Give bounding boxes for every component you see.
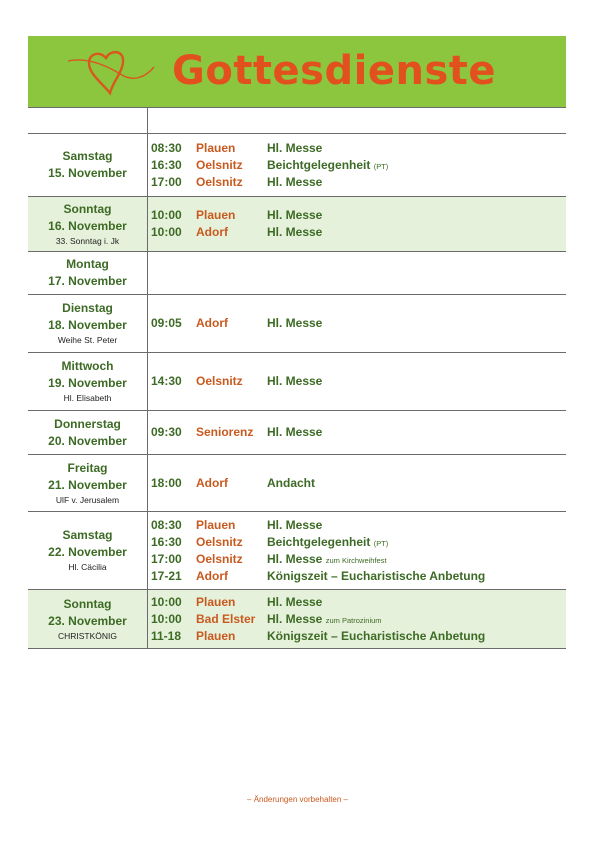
weekday: Sonntag <box>63 201 112 216</box>
service-event <box>267 174 322 191</box>
date: 23. November <box>48 613 127 628</box>
service-place: Adorf <box>196 316 228 330</box>
service-place: Oelsnitz <box>196 374 243 388</box>
day-row <box>28 295 566 352</box>
service-event-name: Hl. Messe <box>267 316 323 330</box>
table-top-border <box>28 107 566 108</box>
service-list <box>151 590 566 648</box>
day-cell <box>28 590 147 648</box>
service-event-name: Hl. Messe <box>267 174 323 189</box>
date: 16. November <box>48 218 127 233</box>
service-list <box>151 512 566 589</box>
service-event-name: Beichtgelegenheit <box>267 157 371 172</box>
column-divider <box>147 107 148 648</box>
liturgical-note: Weihe St. Peter <box>57 335 118 345</box>
service-list <box>151 411 566 454</box>
service-item <box>151 551 566 568</box>
day-row <box>28 197 566 251</box>
date: 18. November <box>48 318 127 332</box>
service-list <box>151 134 566 196</box>
service-time: 10:00 <box>151 208 182 222</box>
liturgical-note: UlF v. Jerusalem <box>55 494 120 505</box>
service-item <box>151 594 566 611</box>
service-time: 17:00 <box>151 551 182 566</box>
service-place: Seniorenz <box>196 425 254 439</box>
day-row <box>28 411 566 454</box>
day-cell <box>28 411 147 454</box>
day-row <box>28 252 566 294</box>
service-list <box>151 295 566 352</box>
service-list <box>151 252 566 294</box>
service-event-name: Hl. Messe <box>267 594 323 609</box>
footer-note: – Änderungen vorbehalten – <box>247 795 348 804</box>
service-event <box>267 207 322 224</box>
weekday: Sonntag <box>63 596 112 611</box>
service-event-name: Hl. Messe <box>267 208 323 222</box>
weekday: Dienstag <box>62 301 113 315</box>
service-place: Adorf <box>196 475 228 490</box>
service-place: Plauen <box>196 208 236 222</box>
service-time: 16:30 <box>151 534 182 549</box>
service-item <box>151 611 566 628</box>
service-time: 09:30 <box>151 425 182 439</box>
service-event-name: Andacht <box>267 475 315 490</box>
date: 15. November <box>48 166 127 180</box>
service-item <box>151 424 566 441</box>
service-time: 10:00 <box>151 225 182 239</box>
service-event <box>267 373 322 390</box>
service-time: 14:30 <box>151 374 182 388</box>
service-event-name: Königszeit – Eucharistische Anbetung <box>267 628 486 643</box>
service-event-note: zum Kirchweihfest <box>325 555 387 565</box>
service-event-name: Hl. Messe <box>267 517 323 532</box>
service-event-note: (PT) <box>373 161 389 171</box>
date: 21. November <box>48 477 127 492</box>
day-cell <box>28 353 147 410</box>
day-row <box>28 353 566 410</box>
service-item <box>151 157 566 174</box>
date: 17. November <box>48 274 127 288</box>
service-event <box>267 517 322 534</box>
service-event <box>267 475 315 492</box>
service-place: Plauen <box>196 517 236 532</box>
service-time: 08:30 <box>151 140 182 155</box>
service-place: Oelsnitz <box>196 157 243 172</box>
service-event <box>267 224 322 241</box>
service-item <box>151 628 566 645</box>
service-item <box>151 224 566 241</box>
weekday: Freitag <box>67 460 108 475</box>
service-list <box>151 455 566 511</box>
service-time: 17-21 <box>151 568 182 583</box>
day-cell <box>28 295 147 352</box>
weekday: Montag <box>66 257 109 271</box>
service-event-name: Hl. Messe <box>267 551 323 566</box>
day-row <box>28 590 566 648</box>
weekday: Mittwoch <box>61 359 114 373</box>
service-time: 16:30 <box>151 157 182 172</box>
header-banner <box>28 36 566 107</box>
service-event <box>267 157 388 175</box>
date: 22. November <box>48 545 127 559</box>
table-bottom-border <box>28 648 566 649</box>
service-event <box>267 140 322 157</box>
service-event-note: zum Patrozinium <box>325 615 382 625</box>
liturgical-note: Hl. Cäcilia <box>68 562 107 572</box>
day-row <box>28 455 566 511</box>
heart-location-pin-icon <box>66 45 156 101</box>
service-event <box>267 424 322 441</box>
service-item <box>151 534 566 551</box>
liturgical-note: CHRISTKÖNIG <box>57 630 118 641</box>
service-event <box>267 534 388 552</box>
service-item <box>151 140 566 157</box>
service-event-name: Hl. Messe <box>267 225 323 239</box>
page-title: Gottesdienste <box>172 48 496 94</box>
service-item <box>151 517 566 534</box>
service-place: Plauen <box>196 628 236 643</box>
day-cell <box>28 455 147 511</box>
date: 19. November <box>48 376 127 390</box>
service-event <box>267 611 382 629</box>
day-row <box>28 134 566 196</box>
day-cell <box>28 197 147 251</box>
day-cell <box>28 252 147 294</box>
weekday: Donnerstag <box>54 416 121 431</box>
service-item <box>151 174 566 191</box>
service-time: 08:30 <box>151 517 182 532</box>
service-event <box>267 628 485 645</box>
service-time: 10:00 <box>151 594 182 609</box>
service-place: Oelsnitz <box>196 534 243 549</box>
day-cell <box>28 134 147 196</box>
service-item <box>151 207 566 224</box>
service-time: 18:00 <box>151 475 182 490</box>
service-place: Oelsnitz <box>196 551 243 566</box>
service-event-name: Hl. Messe <box>267 425 323 439</box>
service-event-name: Hl. Messe <box>267 140 323 155</box>
service-event-name: Hl. Messe <box>267 611 323 626</box>
service-time: 10:00 <box>151 611 182 626</box>
service-event-name: Beichtgelegenheit <box>267 534 371 549</box>
service-event <box>267 315 322 332</box>
service-item <box>151 475 566 492</box>
day-cell <box>28 512 147 589</box>
service-place: Adorf <box>196 568 228 583</box>
service-place: Plauen <box>196 140 236 155</box>
service-place: Plauen <box>196 594 236 609</box>
service-time: 17:00 <box>151 174 182 189</box>
service-event <box>267 568 485 585</box>
service-event <box>267 594 322 611</box>
service-place: Adorf <box>196 225 228 239</box>
service-list <box>151 197 566 251</box>
liturgical-note: Hl. Elisabeth <box>63 393 112 403</box>
liturgical-note: 33. Sonntag i. Jk <box>55 235 120 246</box>
date: 20. November <box>48 433 127 448</box>
service-item <box>151 315 566 332</box>
service-event-name: Königszeit – Eucharistische Anbetung <box>267 568 486 583</box>
service-time: 09:05 <box>151 316 182 330</box>
weekday: Samstag <box>62 528 113 542</box>
service-event-note: (PT) <box>373 538 389 548</box>
day-row <box>28 512 566 589</box>
service-place: Oelsnitz <box>196 174 243 189</box>
service-event <box>267 551 387 569</box>
service-item <box>151 568 566 585</box>
weekday: Samstag <box>62 149 113 163</box>
service-event-name: Hl. Messe <box>267 374 323 388</box>
service-item <box>151 373 566 390</box>
service-time: 11-18 <box>151 628 182 643</box>
service-place: Bad Elster <box>196 611 256 626</box>
service-list <box>151 353 566 410</box>
